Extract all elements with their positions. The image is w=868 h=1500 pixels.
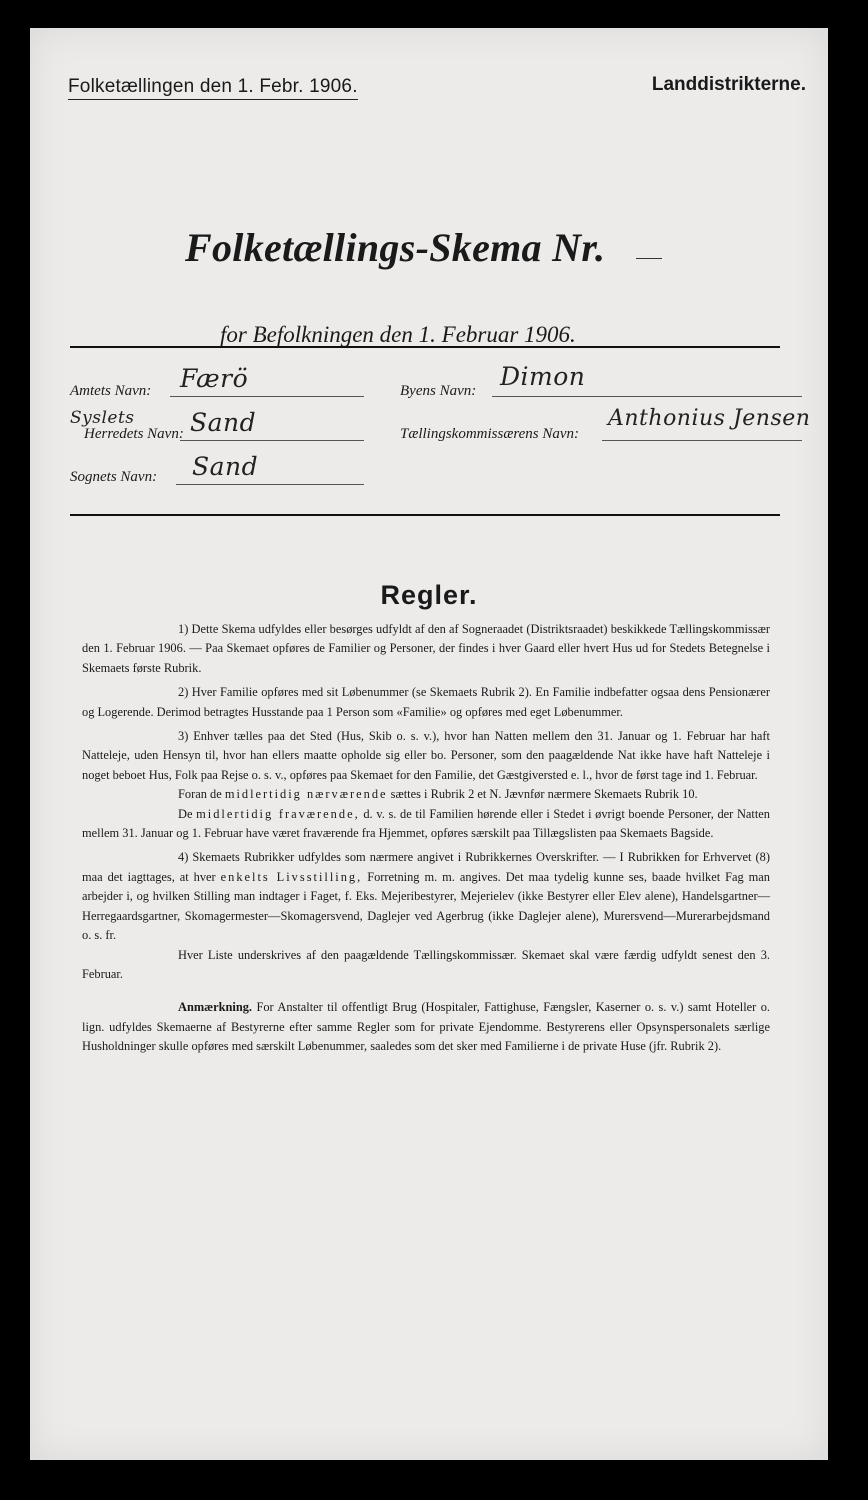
- by-label: Byens Navn:: [400, 383, 477, 399]
- rule-3-fraværende: De midlertidig fraværende, d. v. s. de til Familien hørende eller i Stedet i øvrigt boende Personer, der Natten mellem 31. Januar og 1. Februar have været fraværende fra Hjemmet, opføres særskilt paa Tillægslisten paa Skemaets Bagside.: [82, 806, 770, 841]
- top-divider: [70, 346, 780, 348]
- rule-5: Hver Liste underskrives af den paagældende Tællingskommissær. Skemaet skal være færdig udfyldt senest den 3. Februar.: [82, 947, 770, 981]
- anmaerkning: Anmærkning. For Anstalter til offentligt Brug (Hospitaler, Fattighuse, Fængsler, Kaserner o. s. v.) samt Hoteller o. lign. udfyldes Skemaerne af Bestyrerne efter samme Regler som for private Ejendomme. Bestyrerens eller Opsynspersonalets særlige Husholdninger skulle opføres med særskilt Løbenummer, saaledes som det sker med Familierne i de private Huse (jfr. Rubrik 2).: [82, 1000, 770, 1054]
- herred-label: Herredets Navn:: [84, 426, 184, 442]
- amt-label: Amtets Navn:: [70, 383, 152, 399]
- herred-correction: Syslets: [70, 408, 135, 428]
- herred-line: [180, 440, 364, 441]
- rule-4: 4) Skemaets Rubrikker udfyldes som nærmere angivet i Rubrikkernes Overskrifter. — I Rubrikken for Erhvervet (8) maa det iagttages, at hver enkelts Livsstilling, Forretning m. m. angives. Det maa tydelig kunne ses, baade hvilket Fag man arbejder i, og hvilken Stilling man indtager i Faget, f. Eks. Mejeribestyrer, Mejerielev (ikke Bestyrer eller Elev alene), Handelsgartner—Herregaardsgartner, Skomagermester—Skomagersvend, Daglejer ved Agerbrug (ikke Daglejer alene), Murersvend—Murerarbejdsmand o. s. fr.: [82, 850, 770, 943]
- census-form-page: [30, 28, 828, 1460]
- form-subtitle: for Befolkningen den 1. Februar 1906.: [220, 322, 576, 347]
- amt-line: [170, 396, 364, 397]
- rule-3: 3) Enhver tælles paa det Sted (Hus, Skib o. s. v.), hvor han Natten mellem den 31. Januar og 1. Februar har haft Natteleje, uden Hensyn til, hvor han ellers maatte opholde sig eller bo. Personer, som den paagældende Nat ikke have haft Natteleje i noget beboet Hus, Folk paa Rejse o. s. v., opføres paa Skemaet for den Familie, det Gæstgiversted e. l., hvor de først tage ind 1. Februar.: [82, 729, 770, 782]
- herred-value: Sand: [190, 408, 257, 437]
- by-value: Dimon: [500, 362, 586, 391]
- form-number-line: [636, 258, 662, 259]
- by-line: [492, 396, 802, 397]
- sogn-label: Sognets Navn:: [70, 469, 158, 485]
- kommissaer-value: Anthonius Jensen: [608, 406, 811, 431]
- regler-title: Regler.: [380, 580, 478, 610]
- form-title: Folketællings-Skema Nr.: [185, 225, 606, 270]
- district-header: Landdistrikterne.: [651, 74, 806, 95]
- fields-divider: [70, 514, 780, 516]
- sogn-line: [176, 484, 364, 485]
- rule-1: 1) Dette Skema udfyldes eller besørges udfyldt af den af Sogneraadet (Distriktsraadet) beskikkede Tællingskommissær den 1. Februar 1906. — Paa Skemaet opføres de Familier og Personer, der findes i hver Gaard eller hvert Hus ud for Stedets Betegnelse i Skemaets første Rubrik.: [82, 622, 770, 675]
- amt-value: Færö: [180, 364, 249, 393]
- rule-2: 2) Hver Familie opføres med sit Løbenummer (se Skemaets Rubrik 2). En Familie indbefatter ogsaa dens Pensionærer og Logerende. Derimod betragtes Husstande paa 1 Person som «Familie» og opføres med eget Løbenummer.: [82, 685, 770, 719]
- rule-3-nærværende: Foran de midlertidig nærværende sættes i Rubrik 2 et N. Jævnfør nærmere Skemaets Rubrik 10.: [178, 787, 698, 802]
- census-header: Folketællingen den 1. Febr. 1906.: [68, 76, 358, 100]
- regler-body: [82, 620, 770, 1062]
- kommissaer-line: [602, 440, 802, 441]
- sogn-value: Sand: [192, 452, 259, 481]
- kommissaer-label: Tællingskommissærens Navn:: [400, 426, 580, 442]
